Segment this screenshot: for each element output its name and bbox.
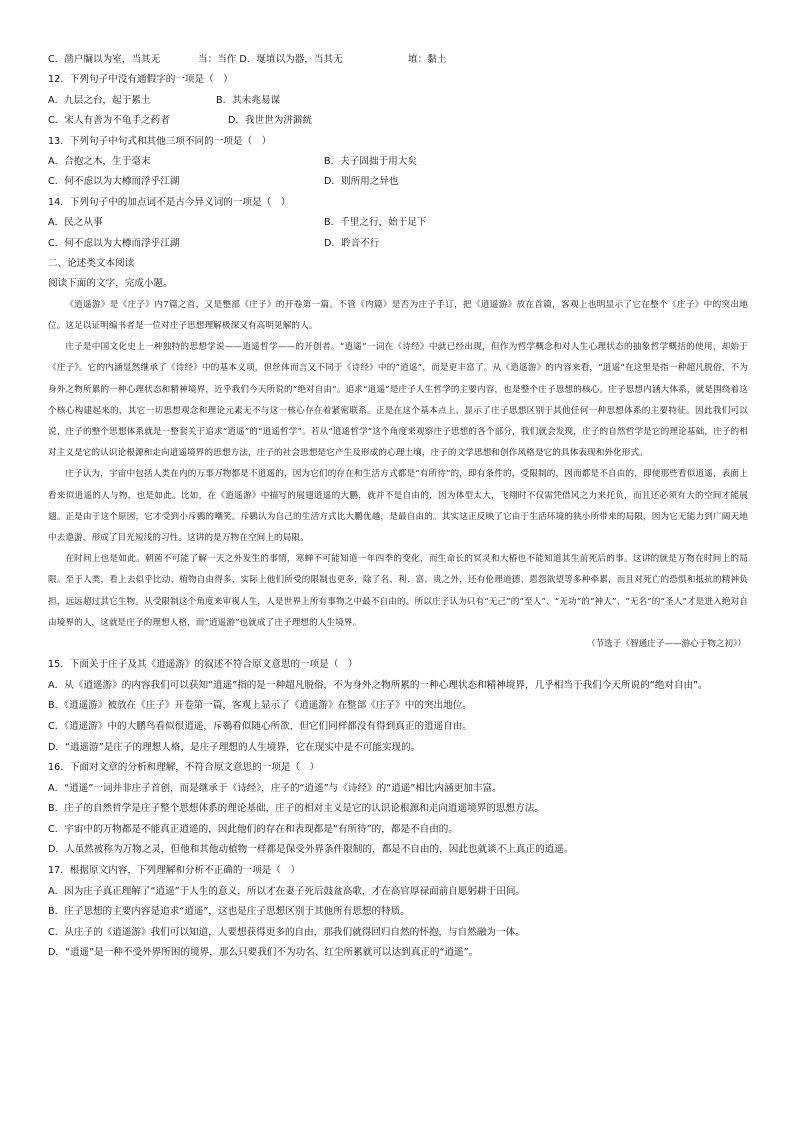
passage-paragraph-3: 庄子认为，宇宙中包括人类在内的万事万物都是不逍遥的，因为它们的存在和生活方式都是“有所待”的，即有条件的，受限制的，因而都是不自由的，即使那些看似逍遥，表面上看来似逍遥的人与物，也是如此。比如，在《逍遥游》中描写的展翅逍遥的大鹏，就并不是自由的，因为体型太大，飞翔时不仅需凭借风之力来托负，而且还必须有大的空间才能展翅。正是由于这个原因，它才受到小斥鷃的嘲笑。斥鷃认为自己的生活方式比大鹏优越，是最自由的。其实这正反映了它由于生活环境的狭小所带来的局限，因为它无能力到广阔天地中去遨游，形成了目光短浅的习性。这讲的是万物在空间上的局限。: [48, 469, 748, 543]
q16-option-a: A．“逍遥”一词并非庄子首创，而是继承于《诗经》，庄子的“逍遥”与《诗经》的“逍遥”相比内涵更加丰富。: [48, 782, 502, 794]
q16-option-c: C．宇宙中的万物都是不能真正逍遥的，因此他们的存在和表现都是“有所待”的，都是不自由的。: [48, 823, 458, 835]
passage-paragraph-1: 《逍遥游》是《庄子》内7篇之首，又是整部《庄子》的开卷第一篇。不管《内篇》是否为庄子手订，把《逍遥游》放在首篇，客观上也明显示了它在整个《庄子》中的突出地位。这足以证明编书者是一位对庄子思想理解极深又有高明见解的人。: [48, 299, 748, 331]
q11-options-cd: [48, 50, 748, 70]
q12-option-b: B．其未兆易谋: [216, 94, 281, 106]
option-d-note: 埴：黏土: [408, 54, 447, 65]
q14-option-a: A．民之从事: [48, 217, 103, 229]
q12-option-a: A．九层之台，起于累土: [48, 94, 151, 106]
passage-paragraph-4: 在时间上也是如此。朝菌不可能了解一天之外发生的事情，寒蝉不可能知道一年四季的变化，而生命长的冥灵和大椿也不能知道其生前死后的事。这讲的就是万物在时间上的局限。至于人类，看上去似乎比动、植物自由得多，实际上他们所受的限制也更多，除了名、利、富、贵之外，还有伦理道德、恩怨欲望等多种牵累，而且对死亡的恐惧和抵抗的精神负担，远远超过其它生物。从受限制这个角度来审视人生，人是世界上所有事物之中最不自由的。所以庄子认为只有“无己”的“至人”、“无功”的“神人”、“无名”的“圣人”才是进入绝对自由境界的人，这就是庄子的理想人格，而“逍遥游”也就成了庄子理想的人生境界。: [48, 554, 748, 628]
option-c-d: 当：当作 D．埏埴以为器，当其无: [198, 54, 343, 65]
option-c: C．凿户牖以为室，当其无: [48, 54, 161, 65]
q17-stem: 17．根据原文内容，下列理解和分析不正确的一项是（ ）: [48, 865, 301, 877]
passage-source: （节选于《智通庄子——游心于物之初》）: [587, 638, 746, 649]
q12-stem: 12．下列句子中没有通假字的一项是（ ）: [48, 74, 233, 86]
q14-option-c: C．何不虑以为大樽而浮乎江湖: [48, 237, 180, 249]
q17-option-c: C．从庄子的《逍遥游》我们可以知道，人要想获得更多的自由，那我们就得回归自然的怀抱，与自然融为一体。: [48, 926, 525, 938]
q17-option-b: B．庄子思想的主要内容是追求“逍遥”，这也是庄子思想区别于其他所有思想的特质。: [48, 906, 410, 918]
q17-option-d: D．“逍遥”是一种不受外界所困的境界，那么只要我们不为功名、红尘所累就可以达到真正的“逍遥”。: [48, 947, 479, 959]
q13-options-ab: [48, 152, 748, 172]
q13-stem: 13．下列句子中句式和其他三项不同的一项是（ ）: [48, 135, 272, 147]
q13-options-cd: [48, 172, 748, 192]
q13-option-b: B．夫子固拙于用大矣: [324, 155, 417, 167]
q16-option-b: B．庄子的自然哲学是庄子整个思想体系的理论基础，庄子的相对主义是它的认识论根源和走向逍遥境界的思想方法。: [48, 803, 544, 815]
q14-options-ab: [48, 213, 748, 233]
q15-stem: 15．下面关于庄子及其《逍遥游》的叙述不符合原文意思的一项是（ ）: [48, 659, 358, 671]
q14-options-cd: [48, 234, 748, 254]
q12-options-ab: [48, 91, 748, 111]
passage-paragraph-2: 庄子是中国文化史上一种独特的思想学说——逍遥哲学——的开创者。“逍遥”一词在《诗经》中就已经出现，但作为哲学概念和对人生心理状态的抽象哲学概括的使用，却始于《庄子》。它的内涵显然继承了《诗经》中的基本义项，但丝体而言又不同于《诗经》中的“逍遥”，而是更丰富了。从《逍遥游》的内容来看，“逍遥”在这里是指一种超凡脱俗，不为身外之物所累的一种心理状态和精神境界，近乎我们今天所说的“绝对自由”。追求“逍遥”是庄子人生哲学的主要内容，也是整个庄子思想的核心。庄子思想内涵大体系，就是围绕着这个核心构建起来的，其它一切思想观念和理论元素无不与这一核心存在着紧密联系。正是在这个基本点上，显示了庄子思想区别于其他任何一种思想体系的主要特征。因此我们可以说，庄子的整个思想体系就是一整套关于追求“逍遥”的“逍遥哲学”。若从“逍遥哲学”这个角度来观察庄子思想的各个部分，我们就会发现，庄子的自然哲学是它的理论基础，庄子的相对主义是它的认识论根源和走向逍遥境界的思想方法，庄子的社会思想是它产生及形成的心理土壤，庄子的文学思想和创作风格是它的具体表现和外化形式。: [48, 342, 748, 459]
q15-option-a: A．从《逍遥游》的内容我们可以获知“逍遥”指的是一种超凡脱俗，不为身外之物所累的一种心理状态和精神境界，几乎相当于我们今天所说的“绝对自由”。: [48, 679, 708, 691]
q12-option-c: C．宋人有善为不龟手之药者: [48, 115, 170, 127]
q16-stem: 16．下面对文章的分析和理解，不符合原文意思的一项是（ ）: [48, 762, 320, 774]
q12-options-cd: [48, 111, 748, 131]
q13-option-a: A．合抱之木，生于毫末: [48, 155, 151, 167]
q17-option-a: A．因为庄子真正理解了“逍遥”于人生的意义，所以才在妻子死后鼓盆高歌，才在高官厚禄面前自愿躬耕于田间。: [48, 885, 526, 897]
q16-option-d: D．人虽然被称为万物之灵，但他和其他动植物一样都是保受外界条件限制的，都是不自由的，因此也就谈不上真正的逍遥。: [48, 844, 574, 856]
q13-option-d: D．则所用之异也: [324, 176, 399, 188]
q15-option-c: C．《逍遥游》中的大鹏鸟看似很逍遥，斥鷃看似随心所欲，但它们同样都没有得到真正的逍遥自由。: [48, 720, 473, 732]
q15-option-d: D．“逍遥游”是庄子的理想人格，是庄子理想的人生境界，它在现实中是不可能实现的。: [48, 741, 421, 753]
exam-page: [48, 50, 748, 964]
q14-stem: 14．下列句子中的加点词不是古今异义词的一项是（ ）: [48, 196, 291, 208]
q13-option-c: C．何不虑以为大樽而浮乎江湖: [48, 176, 180, 188]
q12-option-d: D．我世世为洴澼絖: [228, 115, 313, 127]
q14-option-b: B．千里之行，始于足下: [324, 217, 427, 229]
section-heading: 二、论述类文本阅读: [48, 257, 135, 269]
section-intro: 阅读下面的文字，完成小题。: [48, 278, 173, 290]
q14-option-d: D．聆音不行: [324, 237, 380, 249]
q15-option-b: B．《逍遥游》被放在《庄子》开卷第一篇，客观上显示了《逍遥游》在整部《庄子》中的突出地位。: [48, 700, 472, 712]
